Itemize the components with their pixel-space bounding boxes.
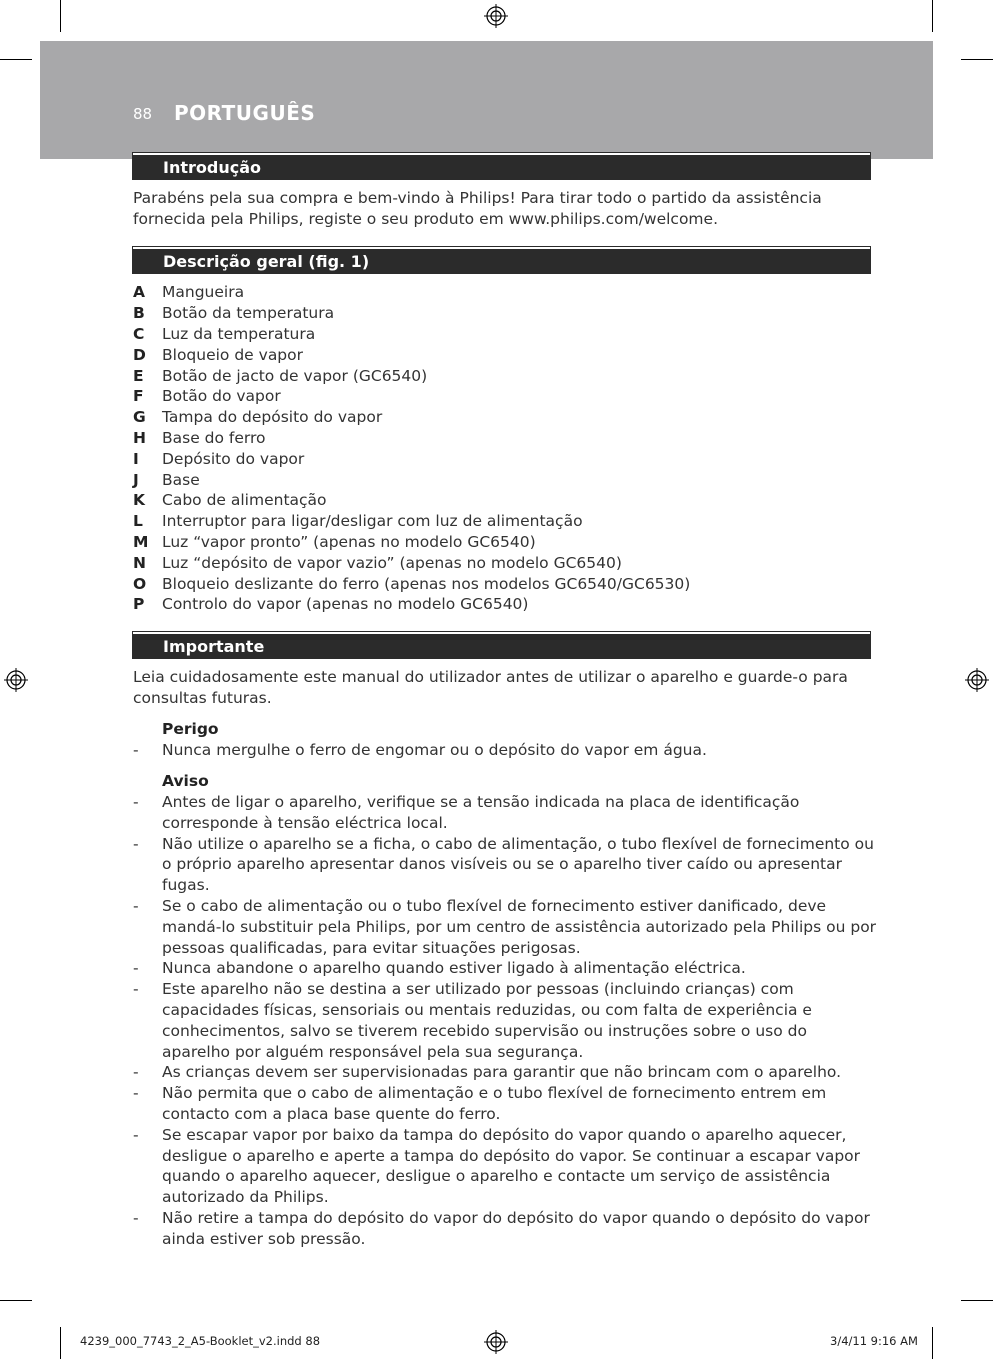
list-item: [133, 324, 873, 345]
list-item: [133, 552, 873, 573]
bullet-dash: -: [133, 1208, 139, 1227]
list-item: [133, 979, 878, 1062]
part-letter: N: [133, 553, 146, 572]
part-label: Base: [162, 470, 200, 489]
part-letter: B: [133, 304, 145, 323]
part-label: Botão da temperatura: [162, 304, 335, 323]
danger-heading: Perigo: [162, 720, 219, 738]
part-letter: K: [133, 491, 146, 510]
part-label: Depósito do vapor: [162, 449, 305, 468]
registration-mark-icon: [4, 668, 28, 692]
part-letter: H: [133, 428, 146, 447]
list-item: [133, 490, 873, 511]
part-letter: C: [133, 324, 145, 343]
part-label: Luz da temperatura: [162, 324, 316, 343]
list-item: [133, 428, 873, 449]
registration-mark-icon: [484, 1330, 508, 1354]
list-item: [133, 532, 873, 553]
warning-heading: Aviso: [162, 772, 209, 790]
language-title: PORTUGUÊS: [174, 101, 316, 125]
part-label: Base do ferro: [162, 428, 266, 447]
part-letter: G: [133, 408, 146, 427]
part-letter: L: [133, 512, 143, 531]
part-label: Mangueira: [162, 283, 245, 302]
part-label: Cabo de alimentação: [162, 491, 327, 510]
bullet-dash: -: [133, 793, 139, 811]
list-item: [133, 1125, 878, 1208]
bullet-text: Não permita que o cabo de alimentação e o tubo flexível de fornecimento entrem em contacto com a placa base quente do ferro.: [162, 1084, 827, 1123]
part-label: Bloqueio de vapor: [162, 345, 304, 364]
part-label: Botão do vapor: [162, 387, 281, 406]
list-item: [133, 303, 873, 324]
bullet-dash: -: [133, 980, 139, 999]
part-label: Luz “vapor pronto” (apenas no modelo GC6540): [162, 532, 536, 551]
crop-mark: [0, 59, 32, 60]
crop-mark: [961, 1300, 993, 1301]
section-title-important: Importante: [133, 632, 870, 658]
crop-mark: [932, 0, 933, 32]
part-letter: D: [133, 345, 146, 364]
part-letter: P: [133, 595, 145, 614]
list-item: [133, 469, 873, 490]
part-letter: I: [133, 449, 139, 468]
list-item: [133, 834, 878, 896]
part-label: Luz “depósito de vapor vazio” (apenas no modelo GC6540): [162, 553, 622, 572]
list-item: [133, 448, 873, 469]
danger-list: [133, 740, 878, 761]
part-letter: M: [133, 532, 149, 551]
bullet-dash: -: [133, 834, 139, 853]
crop-mark: [961, 59, 993, 60]
list-item: [133, 1062, 878, 1083]
list-item: [133, 282, 873, 303]
list-item: [133, 740, 878, 761]
bullet-text: Nunca mergulhe o ferro de engomar ou o depósito do vapor em água.: [162, 741, 707, 759]
footer-filename: 4239_000_7743_2_A5-Booklet_v2.indd 88: [80, 1334, 321, 1348]
list-item: [133, 1208, 878, 1250]
crop-mark: [0, 1300, 32, 1301]
important-text: Leia cuidadosamente este manual do utilizador antes de utilizar o aparelho e guarde-o para consultas futuras.: [133, 668, 848, 707]
list-item: [133, 344, 873, 365]
bullet-dash: -: [133, 741, 139, 759]
list-item: [133, 792, 878, 834]
crop-mark: [60, 1327, 61, 1359]
parts-list: [133, 282, 873, 615]
bullet-text: Não retire a tampa do depósito do vapor do depósito do vapor quando o depósito do vapor ainda estiver sob pressão.: [162, 1208, 870, 1248]
bullet-text: Antes de ligar o aparelho, verifique se a tensão indicada na placa de identificação corresponde à tensão eléctrica local.: [162, 793, 800, 832]
registration-mark-icon: [484, 4, 508, 28]
bullet-text: As crianças devem ser supervisionadas para garantir que não brincam com o aparelho.: [162, 1063, 842, 1082]
section-title-intro: Introdução: [133, 153, 870, 179]
list-item: [133, 365, 873, 386]
bullet-text: Se escapar vapor por baixo da tampa do depósito do vapor quando o aparelho aquecer, desligue o aparelho e aperte a tampa do depósito do vapor. Se continuar a escapar vapor quando o aparelho aquecer, desligue o aparelho e contacte um serviço de assistência autorizado da Philips.: [162, 1125, 861, 1207]
intro-text: Parabéns pela sua compra e bem-vindo à Philips! Para tirar todo o partido da assistência fornecida pela Philips, registe o seu produto em www.philips.com/welcome.: [133, 189, 822, 228]
list-item: [133, 386, 873, 407]
part-label: Interruptor para ligar/desligar com luz de alimentação: [162, 512, 583, 531]
part-label: Botão de jacto de vapor (GC6540): [162, 366, 428, 385]
section-title-overview: Descrição geral (fig. 1): [133, 247, 870, 273]
part-letter: E: [133, 366, 144, 385]
bullet-dash: -: [133, 1084, 139, 1103]
footer-date: 3/4/11 9:16 AM: [830, 1334, 918, 1348]
bullet-dash: -: [133, 1125, 139, 1144]
warning-list: [133, 792, 878, 1250]
list-item: [133, 511, 873, 532]
header-band: [40, 41, 933, 159]
part-label: Tampa do depósito do vapor: [162, 408, 383, 427]
list-item: [133, 407, 873, 428]
part-label: Controlo do vapor (apenas no modelo GC6540): [162, 595, 529, 614]
list-item: [133, 1083, 878, 1125]
list-item: [133, 896, 878, 958]
part-letter: A: [133, 283, 145, 302]
registration-mark-icon: [965, 668, 989, 692]
crop-mark: [60, 0, 61, 32]
part-letter: J: [133, 470, 139, 489]
crop-mark: [932, 1327, 933, 1359]
page-number: 88: [133, 105, 153, 123]
part-letter: F: [133, 387, 144, 406]
part-label: Bloqueio deslizante do ferro (apenas nos modelos GC6540/GC6530): [162, 574, 691, 593]
bullet-text: Este aparelho não se destina a ser utilizado por pessoas (incluindo crianças) com capacidades físicas, sensoriais ou mentais reduzidas, ou com falta de experiência e conhecimentos, salvo se tiverem recebido supervisão ou instruções sobre o uso do aparelho por alguém responsável pela sua segurança.: [162, 980, 812, 1061]
bullet-dash: -: [133, 896, 139, 915]
list-item: [133, 594, 873, 615]
part-letter: O: [133, 574, 147, 593]
bullet-dash: -: [133, 959, 139, 978]
bullet-text: Não utilize o aparelho se a ficha, o cabo de alimentação, o tubo flexível de fornecimento ou o próprio aparelho apresentar danos visíveis ou se o aparelho tiver caído ou apresentar fugas.: [162, 834, 874, 895]
bullet-dash: -: [133, 1063, 139, 1082]
list-item: [133, 573, 873, 594]
list-item: [133, 958, 878, 979]
bullet-text: Se o cabo de alimentação ou o tubo flexível de fornecimento estiver danificado, deve mandá-lo substituir pela Philips, por um centro de assistência autorizado pela Philips ou por pessoas qualificadas, para evitar situações perigosas.: [162, 896, 877, 957]
bullet-text: Nunca abandone o aparelho quando estiver ligado à alimentação eléctrica.: [162, 959, 746, 978]
